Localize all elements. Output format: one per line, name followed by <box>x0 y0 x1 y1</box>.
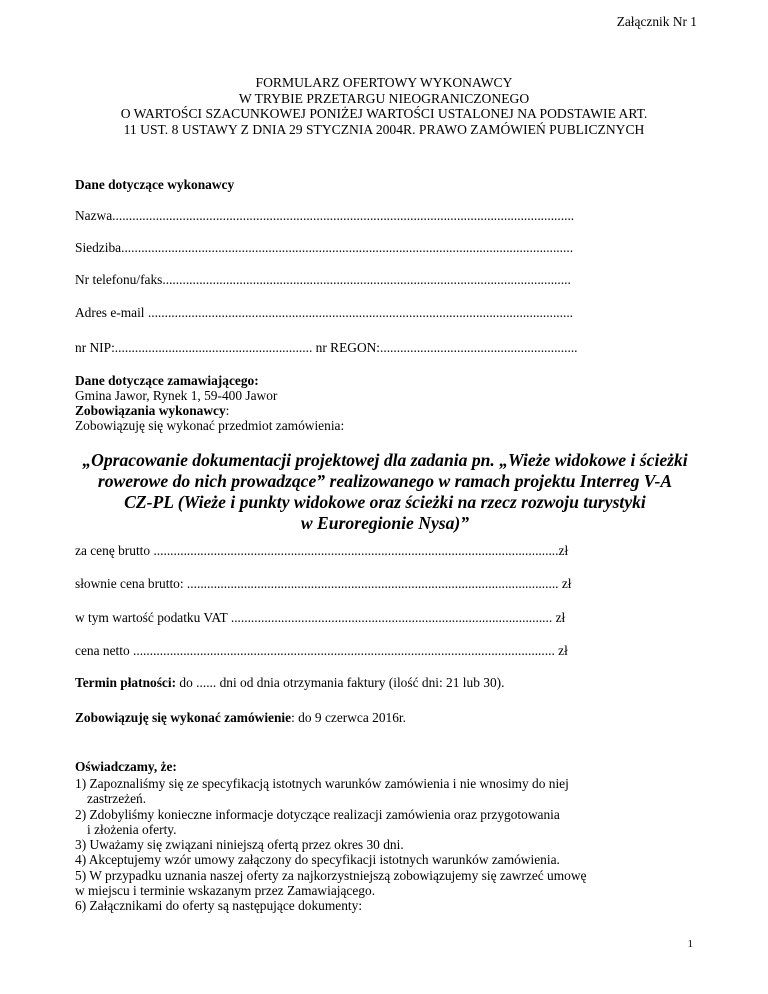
project-title-line: CZ-PL (Wieże i punkty widokowe oraz ścieżki na rzecz rozwoju turystyki <box>124 492 646 512</box>
declaration-item: 2) Zdobyliśmy konieczne informacje dotyczące realizacji zamówienia oraz przygotowania <box>75 806 560 822</box>
contractor-phone-field: Nr telefonu/faks.......................................................................................................................... <box>75 272 571 287</box>
completion-deadline-label: Zobowiązuję się wykonać zamówienie <box>75 710 292 725</box>
declaration-item: 5) W przypadku uznania naszej oferty za najkorzystniejszą zobowiązujemy się zawrzeć umowę <box>75 867 587 883</box>
contractor-nip-regon-field: nr NIP:........................................................... nr REGON:........................................................... <box>75 340 578 355</box>
obligations-heading-colon: : <box>225 403 230 418</box>
declarations-list <box>75 776 695 914</box>
declaration-item: 3) Uważamy się związani niniejszą ofertą przez okres 30 dni. <box>75 837 404 853</box>
header-line: 11 UST. 8 USTAWY Z DNIA 29 STYCZNIA 2004R. PRAWO ZAMÓWIEŃ PUBLICZNYCH <box>123 121 645 137</box>
declarations-heading: Oświadczamy, że: <box>75 759 177 774</box>
obligations-heading <box>75 403 229 419</box>
vat-field: w tym wartość podatku VAT ................................................................................................ zł <box>75 610 566 625</box>
gross-price-field: za cenę brutto .........................................................................................................................zł <box>75 543 569 558</box>
contractor-name-field: Nazwa.......................................................................................................................................... <box>75 208 575 223</box>
ordering-party-address: Gmina Jawor, Rynek 1, 59-400 Jawor <box>75 388 278 403</box>
page-number: 1 <box>687 938 693 950</box>
project-title <box>60 450 710 534</box>
contractor-seat-field: Siedziba....................................................................................................................................... <box>75 240 574 255</box>
payment-term-label: Termin płatności: <box>75 675 177 690</box>
declaration-item: zastrzeżeń. <box>87 791 147 807</box>
project-title-line: „Opracowanie dokumentacji projektowej dla zadania pn. „Wieże widokowe i ścieżki <box>82 450 688 470</box>
project-title-line: w Euroregionie Nysa)” <box>300 513 470 533</box>
form-header <box>0 75 768 137</box>
header-line: O WARTOŚCI SZACUNKOWEJ PONIŻEJ WARTOŚCI USTALONEJ NA PODSTAWIE ART. <box>120 106 648 121</box>
payment-term-text: do ...... dni od dnia otrzymania faktury (ilość dni: 21 lub 30). <box>176 675 505 690</box>
declaration-item: i złożenia oferty. <box>87 821 177 837</box>
project-title-line: rowerowe do nich prowadzące” realizowanego w ramach projektu Interreg V-A <box>97 471 673 491</box>
header-line: W TRYBIE PRZETARGU NIEOGRANICZONEGO <box>238 90 530 106</box>
ordering-party-heading: Dane dotyczące zamawiającego: <box>75 373 259 388</box>
declaration-item: w miejscu i terminie wskazanym przez Zamawiającego. <box>75 883 376 899</box>
declaration-item: 6) Załącznikami do oferty są następujące dokumenty: <box>75 898 363 914</box>
declaration-item: 1) Zapoznaliśmy się ze specyfikacją istotnych warunków zamówienia i nie wnosimy do niej <box>75 776 569 791</box>
contractor-heading: Dane dotyczące wykonawcy <box>75 177 235 192</box>
obligation-text: Zobowiązuję się wykonać przedmiot zamówienia: <box>75 418 345 433</box>
obligations-heading-label: Zobowiązania wykonawcy <box>75 403 226 418</box>
net-price-field: cena netto .............................................................................................................................. zł <box>75 643 568 658</box>
annex-label: Załącznik Nr 1 <box>616 14 697 29</box>
gross-price-words-field: słownie cena brutto: ............................................................................................................... zł <box>75 576 572 591</box>
header-line: FORMULARZ OFERTOWY WYKONAWCY <box>255 75 513 90</box>
contractor-email-field: Adres e-mail ............................................................................................................................... <box>75 305 574 320</box>
completion-deadline <box>75 710 406 726</box>
payment-term <box>75 675 504 691</box>
completion-deadline-text: : do 9 czerwca 2016r. <box>291 710 407 725</box>
declaration-item: 4) Akceptujemy wzór umowy załączony do specyfikacji istotnych warunków zamówienia. <box>75 852 560 868</box>
